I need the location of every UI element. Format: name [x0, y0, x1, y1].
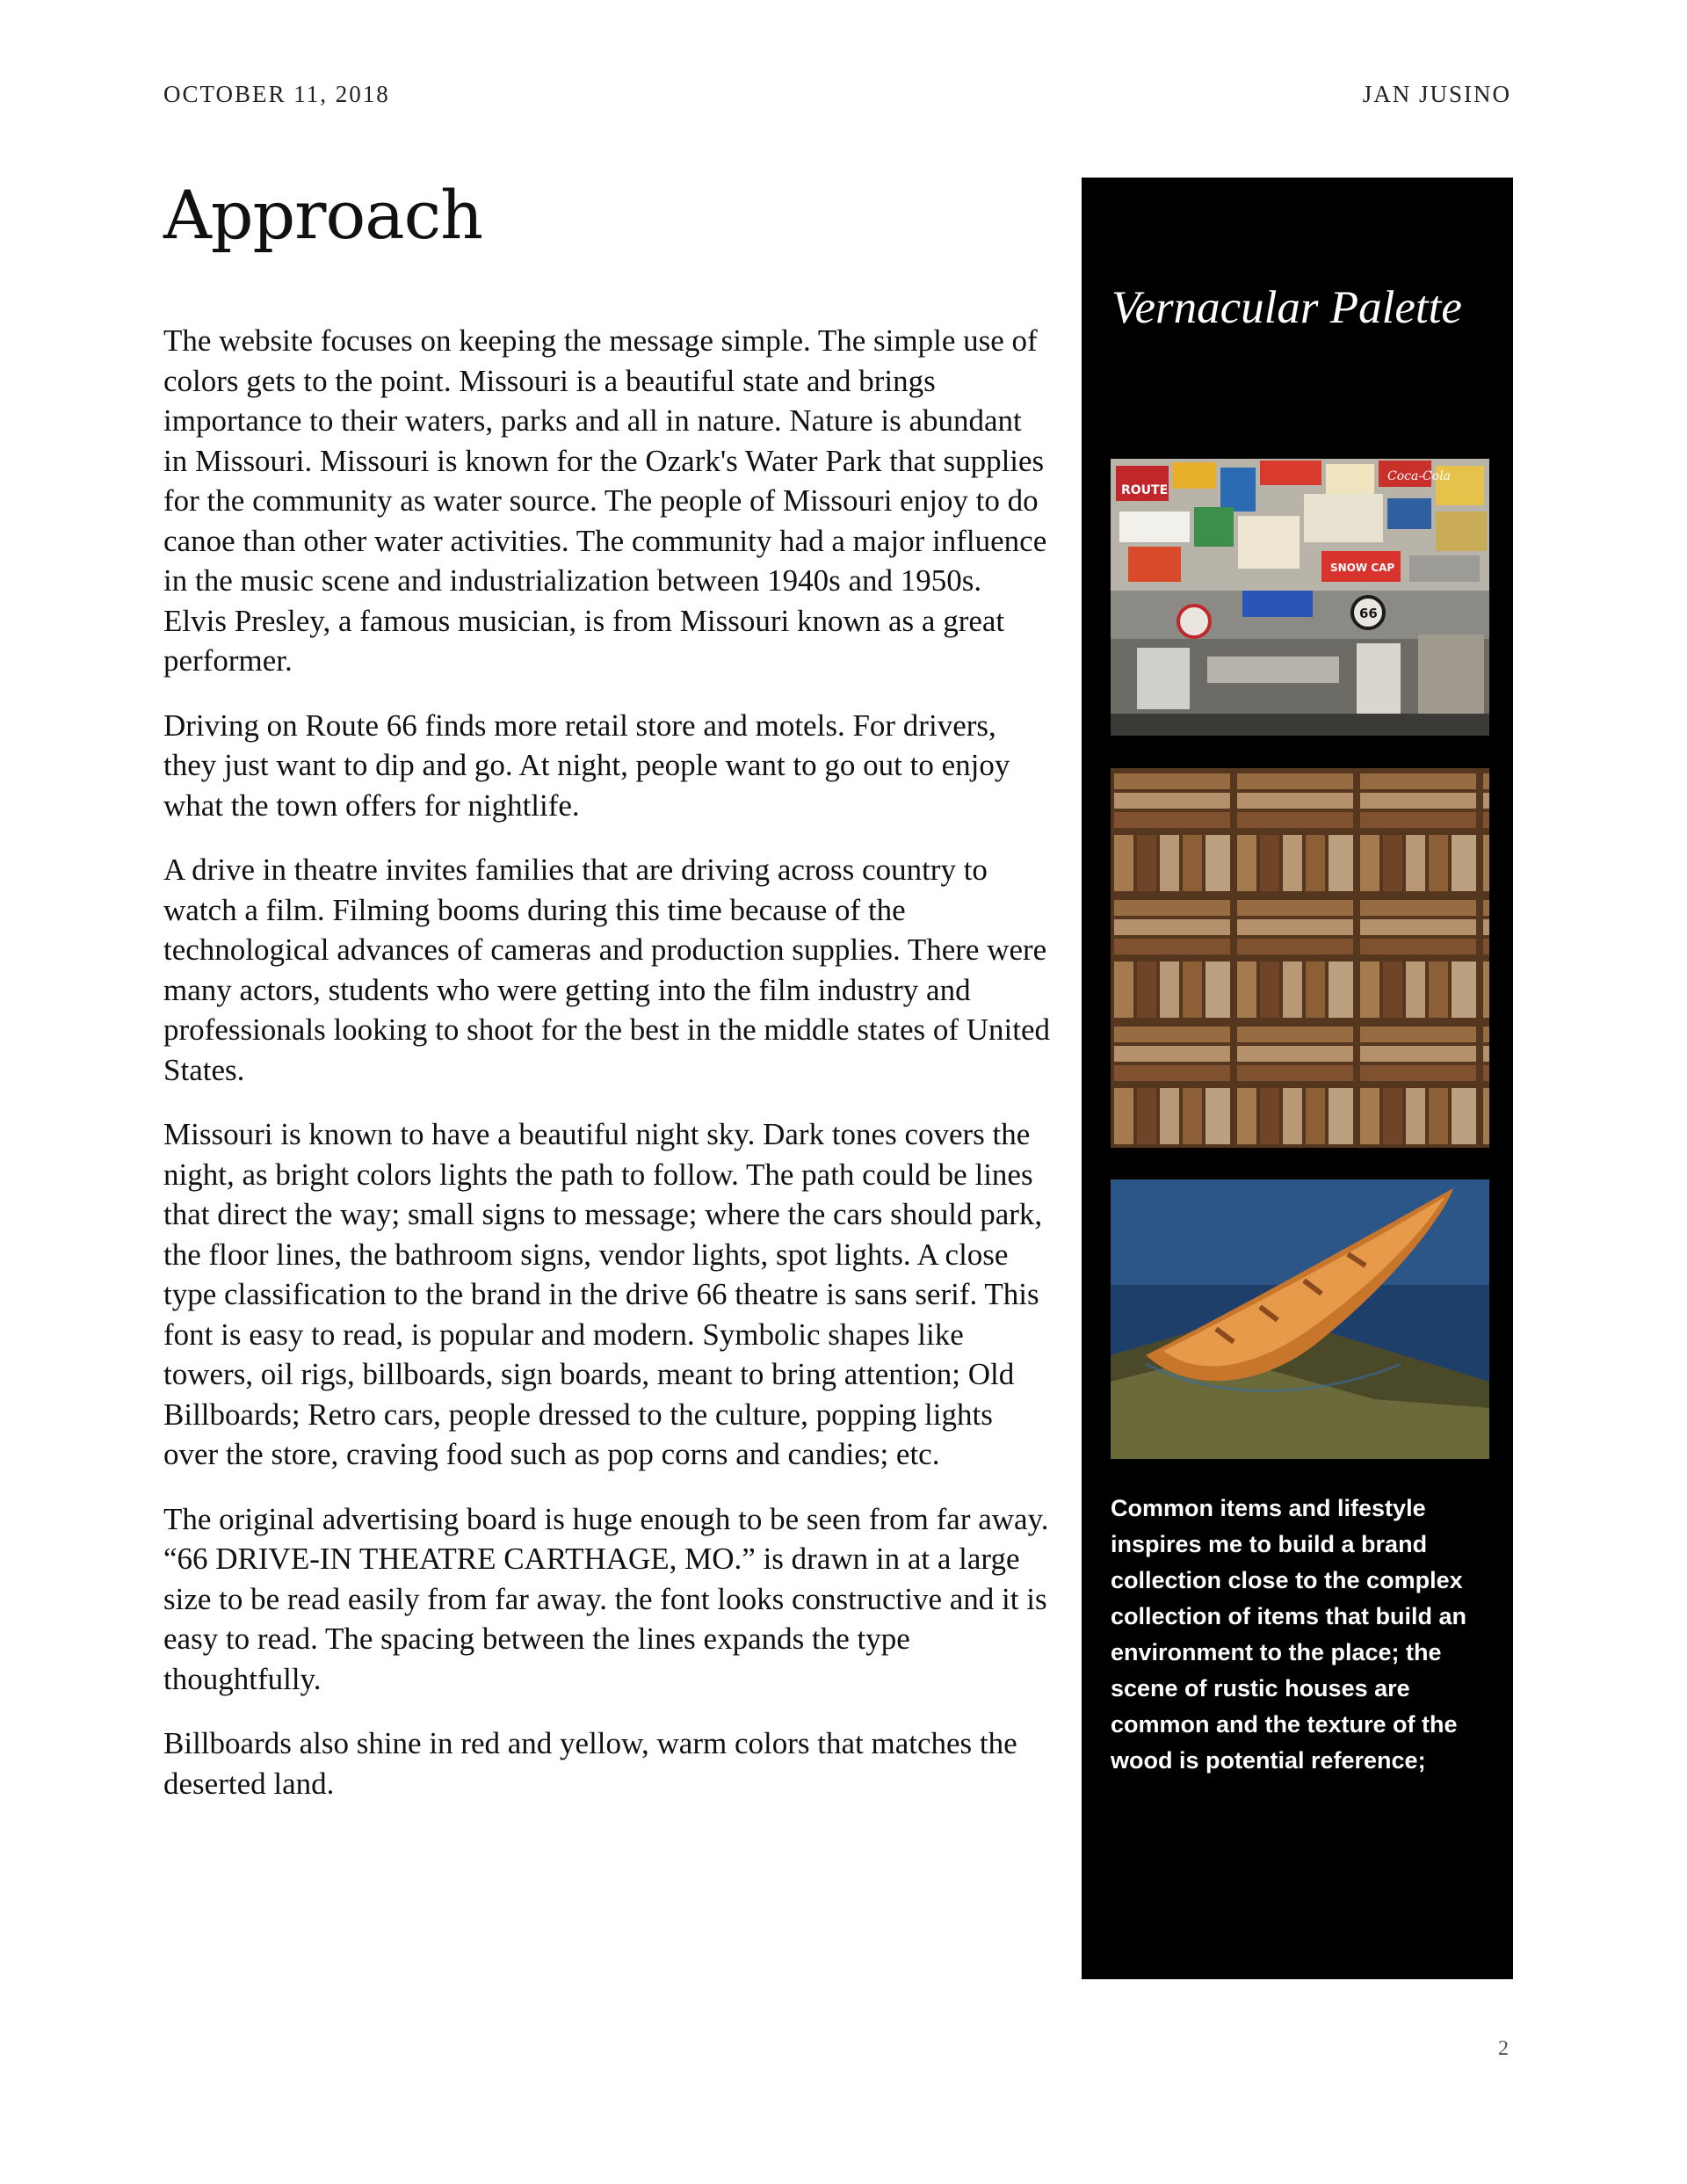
paragraph: The website focuses on keeping the message simple. The simple use of colors gets to the point. Missouri is a beautiful state and brings importance to their waters, parks and all in nature. Nature is abundant in Missouri. Missouri is known for the Ozark's Water Park that supplies for the community as water source. The people of Missouri enjoy to do canoe than other water activities. The community had a major influence in the music scene and industrialization between 1940s and 1950s. Elvis Presley, a famous musician, is from Missouri known as a great performer.: [163, 323, 1047, 678]
diner-memorabilia-photo: [1111, 459, 1489, 736]
paragraph: Driving on Route 66 finds more retail store and motels. For drivers, they just want to dip and go. At night, people want to go out to enjoy what the town offers for nightlife.: [163, 707, 1010, 823]
diner-sign-snow-cap: SNOW CAP: [1330, 562, 1395, 574]
header-date: OCTOBER 11, 2018: [163, 81, 390, 107]
paragraph: Billboards also shine in red and yellow, warm colors that matches the deserted land.: [163, 1726, 1017, 1801]
diner-sign-coca-cola: Coca-Cola: [1387, 469, 1452, 483]
header-author: JAN JUSINO: [1362, 81, 1511, 107]
paragraph: A drive in theatre invites families that are driving across country to watch a film. Filming booms during this time because of the technological advances of cameras and production supplies. There were many actors, students who were getting into the film industry and professionals looking to shoot for the best in the middle states of United States.: [163, 853, 1051, 1087]
page-title: Approach: [163, 176, 483, 254]
rustic-wood-texture-photo: [1111, 768, 1489, 1148]
paragraph: The original advertising board is huge enough to be seen from far away. “66 DRIVE-IN THEATRE CARTHAGE, MO.” is drawn in at a large size to be read easily from far away. the font looks constructive and it is easy to read. The spacing between the lines expands the type thoughtfully.: [163, 1501, 1049, 1696]
wooden-canoe-photo: [1111, 1179, 1489, 1459]
vernacular-palette-sidebar: [1082, 178, 1513, 1979]
page-number: 2: [1498, 2037, 1509, 2060]
sidebar-caption: Common items and lifestyle inspires me to build a brand collection close to the complex collection of items that build an environment to the place; the scene of rustic houses are common and the texture of the wood is potential reference;: [1111, 1495, 1467, 1774]
paragraph: Missouri is known to have a beautiful night sky. Dark tones covers the night, as bright colors lights the path to follow. The path could be lines that direct the way; small signs to message; where the cars should park, the floor lines, the bathroom signs, vendor lights, spot lights. A close type classification to the brand in the drive 66 theatre is sans serif. This font is easy to read, is popular and modern. Symbolic shapes like towers, oil rigs, billboards, sign boards, meant to bring attention; Old Billboards; Retro cars, people dressed to the culture, popping lights over the store, craving food such as pop corns and candies; etc.: [163, 1117, 1043, 1471]
diner-sign-66: 66: [1359, 606, 1378, 621]
sidebar-title: Vernacular Palette: [1111, 282, 1462, 333]
body-text: [163, 321, 1051, 1828]
diner-sign-route: ROUTE: [1121, 483, 1169, 497]
